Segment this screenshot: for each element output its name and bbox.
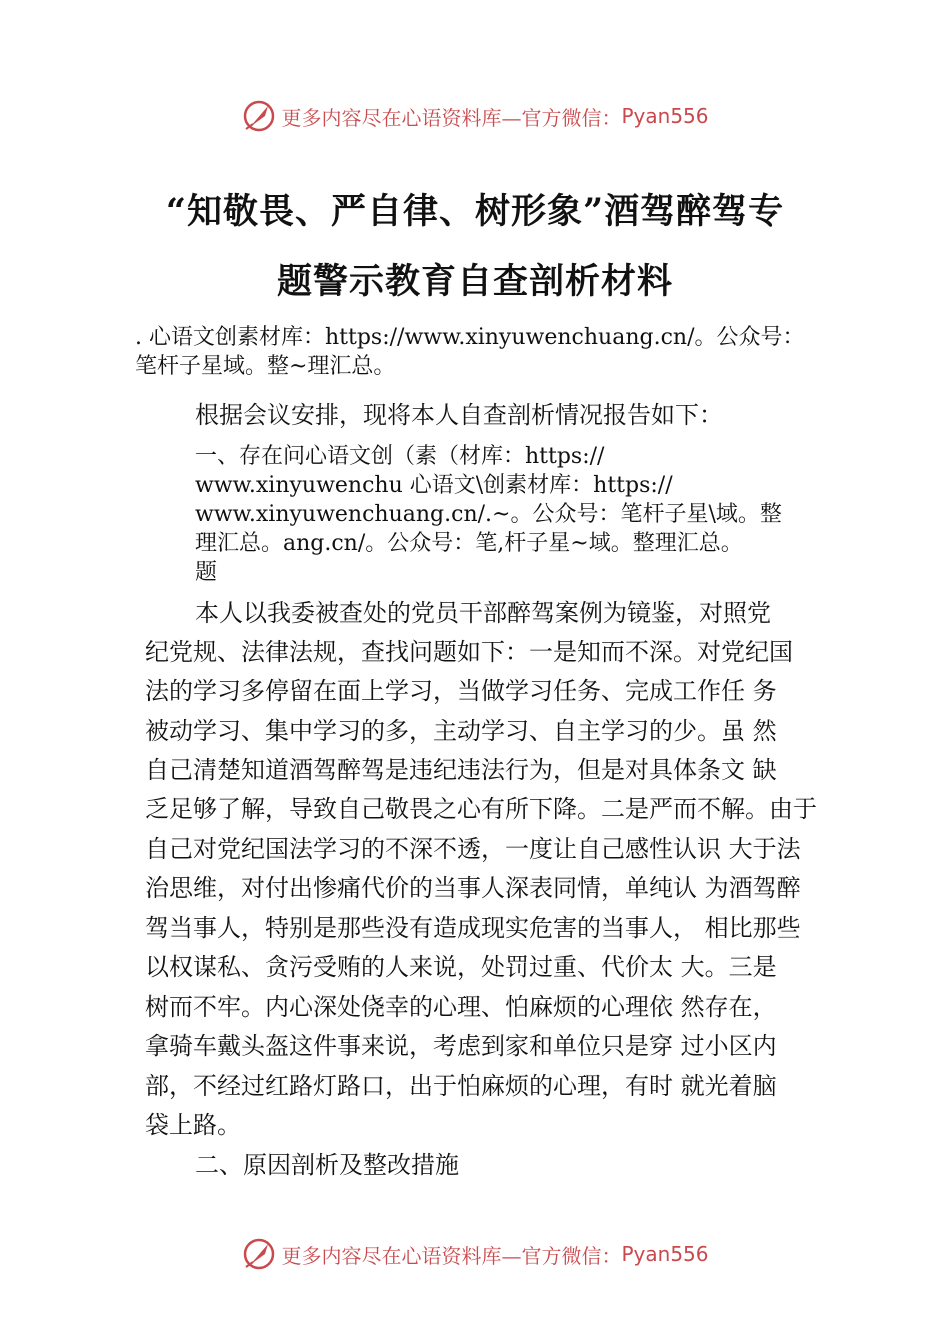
body-line: 袋上路。 [145, 1111, 241, 1139]
source-note-line: . 心语文创素材库：https://www.xinyuwenchuang.cn/。公众号： [135, 325, 805, 350]
banner-wechat-handle: Pyan556 [621, 104, 709, 128]
quill-logo-icon [241, 98, 277, 134]
banner-wechat-handle: Pyan556 [621, 1242, 709, 1266]
section1-line: 一、存在问心语文创（素（材库：https:// [195, 444, 605, 469]
intro-text: 根据会议安排，现将本人自查剖析情况报告如下： [195, 401, 723, 429]
body-line: 被动学习、集中学习的多，主动学习、自主学习的少。虽 然 [145, 717, 777, 745]
section2-heading: 二、原因剖析及整改措施 [195, 1151, 459, 1179]
body-line: 驾当事人，特别是那些没有造成现实危害的当事人， 相比那些 [145, 914, 801, 942]
body-line: 自己对党纪国法学习的不深不透，一度让自己感性认识 大于法 [145, 835, 801, 863]
body-line: 拿骑车戴头盔这件事来说，考虑到家和单位只是穿 过小区内 [145, 1032, 777, 1060]
body-line: 法的学习多停留在面上学习，当做学习任务、完成工作任 务 [145, 677, 777, 705]
section1-line: 题 [195, 560, 218, 585]
banner-text: 更多内容尽在心语资料库—官方微信： [281, 1243, 622, 1268]
source-note-line: 笔杆子星域。整~理汇总。 [135, 354, 396, 379]
body-line: 以权谋私、贪污受贿的人来说，处罚过重、代价太 大。三是 [145, 953, 777, 981]
body-line: 树而不牢。内心深处侥幸的心理、怕麻烦的心理依 然存在， [145, 993, 777, 1021]
footer-banner [0, 1232, 950, 1276]
section1-line: www.xinyuwenchu 心语文\创素材库：https:// [195, 473, 673, 498]
body-line: 治思维，对付出惨痛代价的当事人深表同情，单纯认 为酒驾醉 [145, 874, 801, 902]
header-banner [0, 94, 950, 138]
quill-logo-icon [241, 1236, 277, 1272]
body-line: 自己清楚知道酒驾醉驾是违纪违法行为，但是对具体条文 缺 [145, 756, 777, 784]
section1-line: www.xinyuwenchuang.cn/.~。公众号：笔杆子星\域。整 [195, 502, 782, 527]
document-title-line-1: “知敬畏、严自律、树形象”酒驾醉驾专 [165, 191, 785, 232]
banner-text: 更多内容尽在心语资料库—官方微信： [281, 105, 622, 130]
document-title-line-2: 题警示教育自查剖析材料 [276, 261, 673, 302]
body-line: 部，不经过红路灯路口，出于怕麻烦的心理，有时 就光着脑 [145, 1072, 777, 1100]
body-line: 纪党规、法律法规，查找问题如下：一是知而不深。对党纪国 [145, 638, 793, 666]
body-line: 乏足够了解，导致自己敬畏之心有所下降。二是严而不解。由于 [145, 795, 817, 823]
section1-line: 理汇总。ang.cn/。公众号：笔,杆子星~域。整理汇总。 [195, 531, 743, 556]
body-line: 本人以我委被查处的党员干部醉驾案例为镜鉴，对照党 [195, 599, 771, 627]
